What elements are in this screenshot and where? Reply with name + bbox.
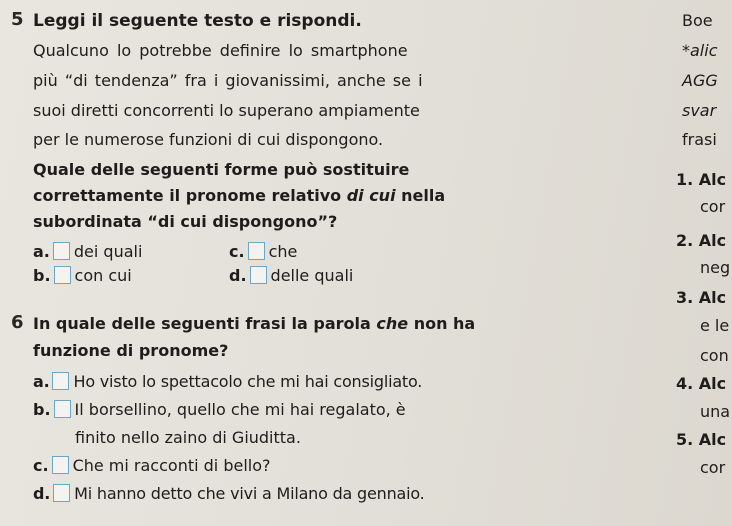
exercise-5-number: 5 — [11, 9, 24, 30]
checkbox[interactable] — [52, 372, 69, 390]
option-6a[interactable]: a. Ho visto lo spettacolo che mi hai consigliato. — [33, 372, 423, 391]
side-line: 5. Alc — [676, 430, 727, 449]
side-line: con — [700, 346, 729, 365]
checkbox[interactable] — [250, 266, 267, 284]
option-5b[interactable]: b. con cui — [33, 266, 132, 285]
exercise-5-title: Leggi il seguente testo e rispondi. — [33, 11, 362, 31]
exercise-6-number: 6 — [11, 312, 24, 333]
side-line: una — [700, 402, 731, 421]
checkbox[interactable] — [52, 456, 69, 474]
option-5c[interactable]: c. che — [229, 242, 298, 261]
option-6d[interactable]: d. Mi hanno detto che vivi a Milano da gennaio. — [33, 484, 425, 503]
side-line: 4. Alc — [676, 374, 727, 393]
side-line: cor — [700, 197, 726, 216]
question-6-line-2: funzione di pronome? — [33, 341, 229, 360]
side-line: cor — [700, 458, 726, 477]
option-5d[interactable]: d. delle quali — [229, 266, 354, 285]
option-6c[interactable]: c. Che mi racconti di bello? — [33, 456, 271, 475]
checkbox[interactable] — [248, 242, 265, 260]
question-6-line-1: In quale delle seguenti frasi la parola che non ha — [33, 314, 476, 333]
checkbox[interactable] — [53, 484, 70, 502]
side-line: *alic — [682, 41, 718, 60]
side-line: 1. Alc — [676, 170, 727, 189]
checkbox[interactable] — [54, 266, 71, 284]
side-line: Boe — [682, 11, 713, 30]
question-5-line-1: Quale delle seguenti forme può sostituire — [33, 160, 410, 179]
side-line: neg — [700, 258, 731, 277]
side-line: 3. Alc — [676, 288, 727, 307]
text-line-4: per le numerose funzioni di cui dispongono. — [33, 130, 384, 149]
option-5a[interactable]: a. dei quali — [33, 242, 143, 261]
side-line: frasi — [682, 130, 717, 149]
text-line-2: più “di tendenza” fra i giovanissimi, anche se i — [33, 71, 423, 90]
option-6b[interactable]: b. Il borsellino, quello che mi hai regalato, è — [33, 400, 406, 419]
text-line-3: suoi diretti concorrenti lo superano ampiamente — [33, 101, 420, 120]
checkbox[interactable] — [54, 400, 71, 418]
question-5-line-3: subordinata “di cui dispongono”? — [33, 212, 338, 231]
option-6b-continuation: finito nello zaino di Giuditta. — [75, 428, 301, 447]
text-line-1: Qualcuno lo potrebbe definire lo smartphone — [33, 41, 408, 60]
side-line: 2. Alc — [676, 231, 727, 250]
side-line: svar — [682, 101, 717, 120]
question-5-line-2: correttamente il pronome relativo di cui nella — [33, 186, 446, 205]
side-line: AGG — [682, 71, 718, 90]
side-line: e le — [700, 316, 730, 335]
checkbox[interactable] — [53, 242, 70, 260]
